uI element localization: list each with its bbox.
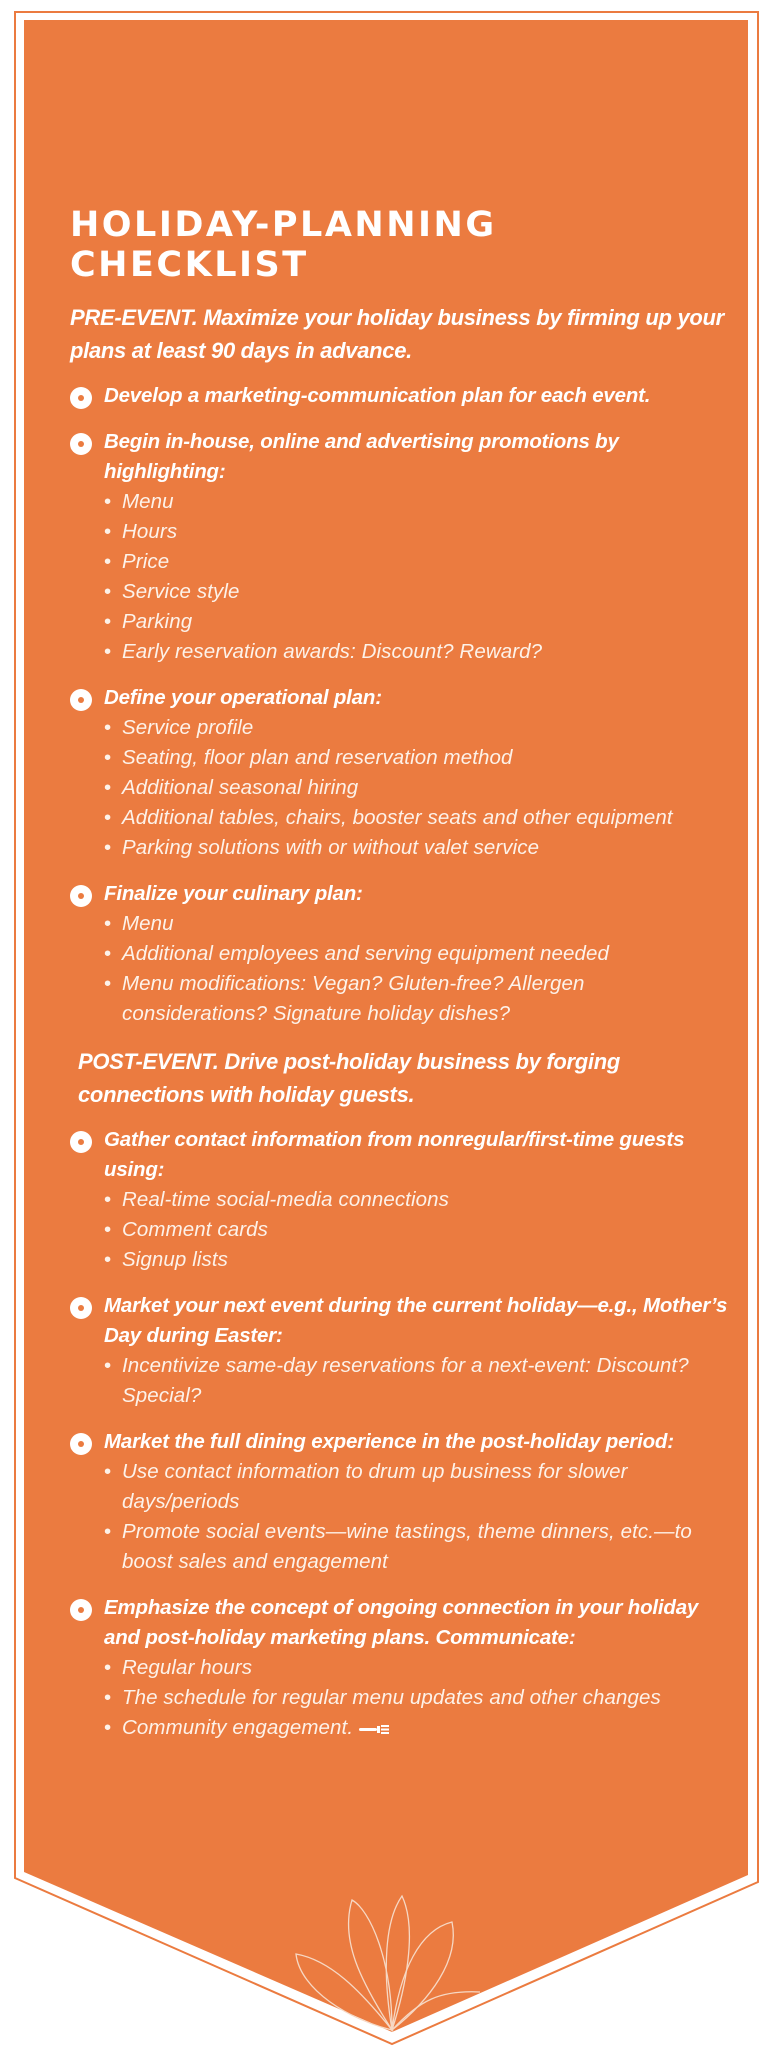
- pre-event-intro: PRE-EVENT. Maximize your holiday business by firming up your plans at least 90 days in advance.: [70, 305, 724, 363]
- sub-item: • Seating, floor plan and reservation method: [104, 743, 730, 773]
- circle-dot-icon: [70, 885, 92, 907]
- sub-item: • The schedule for regular menu updates and other changes: [104, 1683, 730, 1713]
- sub-item: • Additional seasonal hiring: [104, 773, 730, 803]
- checklist-item: Develop a marketing-communication plan for each event.: [70, 381, 730, 411]
- checklist-item: Begin in-house, online and advertising promotions by highlighting: • Menu • Hours • Price • Service style • Parking • Early reservation awards: Discount? Reward?: [70, 427, 730, 667]
- page-title: HOLIDAY-PLANNING CHECKLIST: [70, 205, 497, 285]
- sub-item: • Additional tables, chairs, booster seats and other equipment: [104, 803, 730, 833]
- circle-dot-icon: [70, 1433, 92, 1455]
- pre-event-list: [70, 381, 730, 1029]
- checklist-item: Define your operational plan: • Service profile • Seating, floor plan and reservation method • Additional seasonal hiring • Additional tables, chairs, booster seats and other equipment • Parking solutions with or without valet service: [70, 683, 730, 863]
- sub-item: • Regular hours: [104, 1653, 730, 1683]
- sub-item-last: • Community engagement.: [104, 1713, 730, 1743]
- circle-dot-icon: [70, 689, 92, 711]
- circle-dot-icon: [70, 1599, 92, 1621]
- sub-item: • Early reservation awards: Discount? Reward?: [104, 637, 730, 667]
- sub-item: • Additional employees and serving equipment needed: [104, 939, 730, 969]
- sub-item: • Menu modifications: Vegan? Gluten-free? Allergen considerations? Signature holiday dishes?: [104, 969, 730, 1029]
- sub-item: • Menu: [104, 909, 730, 939]
- sub-item: • Signup lists: [104, 1245, 730, 1275]
- checklist-item: Market the full dining experience in the post-holiday period: • Use contact information to drum up business for slower days/periods • Promote social events—wine tastings, theme dinners, etc.—to boost sales and engagement: [70, 1427, 730, 1577]
- sub-item: • Incentivize same-day reservations for a next-event: Discount? Special?: [104, 1351, 730, 1411]
- sub-item: • Menu: [104, 487, 730, 517]
- checklist: [70, 205, 730, 1759]
- sub-item: • Use contact information to drum up business for slower days/periods: [104, 1457, 730, 1517]
- post-event-list: [70, 1125, 730, 1743]
- sub-item: • Comment cards: [104, 1215, 730, 1245]
- checklist-item: Market your next event during the current holiday—e.g., Mother’s Day during Easter: • Incentivize same-day reservations for a next-event: Discount? Special?: [70, 1291, 730, 1411]
- circle-dot-icon: [70, 1131, 92, 1153]
- sub-item: • Service style: [104, 577, 730, 607]
- sub-item: • Promote social events—wine tastings, theme dinners, etc.—to boost sales and engagement: [104, 1517, 730, 1577]
- checklist-item: Emphasize the concept of ongoing connection in your holiday and post-holiday marketing plans. Communicate: • Regular hours • The schedule for regular menu updates and other changes • Community engagement.: [70, 1593, 730, 1743]
- checklist-item: Gather contact information from nonregular/first-time guests using: • Real-time social-media connections • Comment cards • Signup lists: [70, 1125, 730, 1275]
- sub-item: • Service profile: [104, 713, 730, 743]
- circle-dot-icon: [70, 433, 92, 455]
- sub-item: • Parking solutions with or without valet service: [104, 833, 730, 863]
- fork-icon: [359, 1723, 393, 1735]
- checklist-item: Finalize your culinary plan: • Menu • Additional employees and serving equipment needed • Menu modifications: Vegan? Gluten-free? Allergen considerations? Signature holiday dishes?: [70, 879, 730, 1029]
- sub-item: • Parking: [104, 607, 730, 637]
- circle-dot-icon: [70, 1297, 92, 1319]
- post-event-intro: POST-EVENT. Drive post-holiday business by forging connections with holiday guests.: [78, 1049, 621, 1107]
- sub-item: • Price: [104, 547, 730, 577]
- sub-item: • Real-time social-media connections: [104, 1185, 730, 1215]
- circle-dot-icon: [70, 387, 92, 409]
- sub-item: • Hours: [104, 517, 730, 547]
